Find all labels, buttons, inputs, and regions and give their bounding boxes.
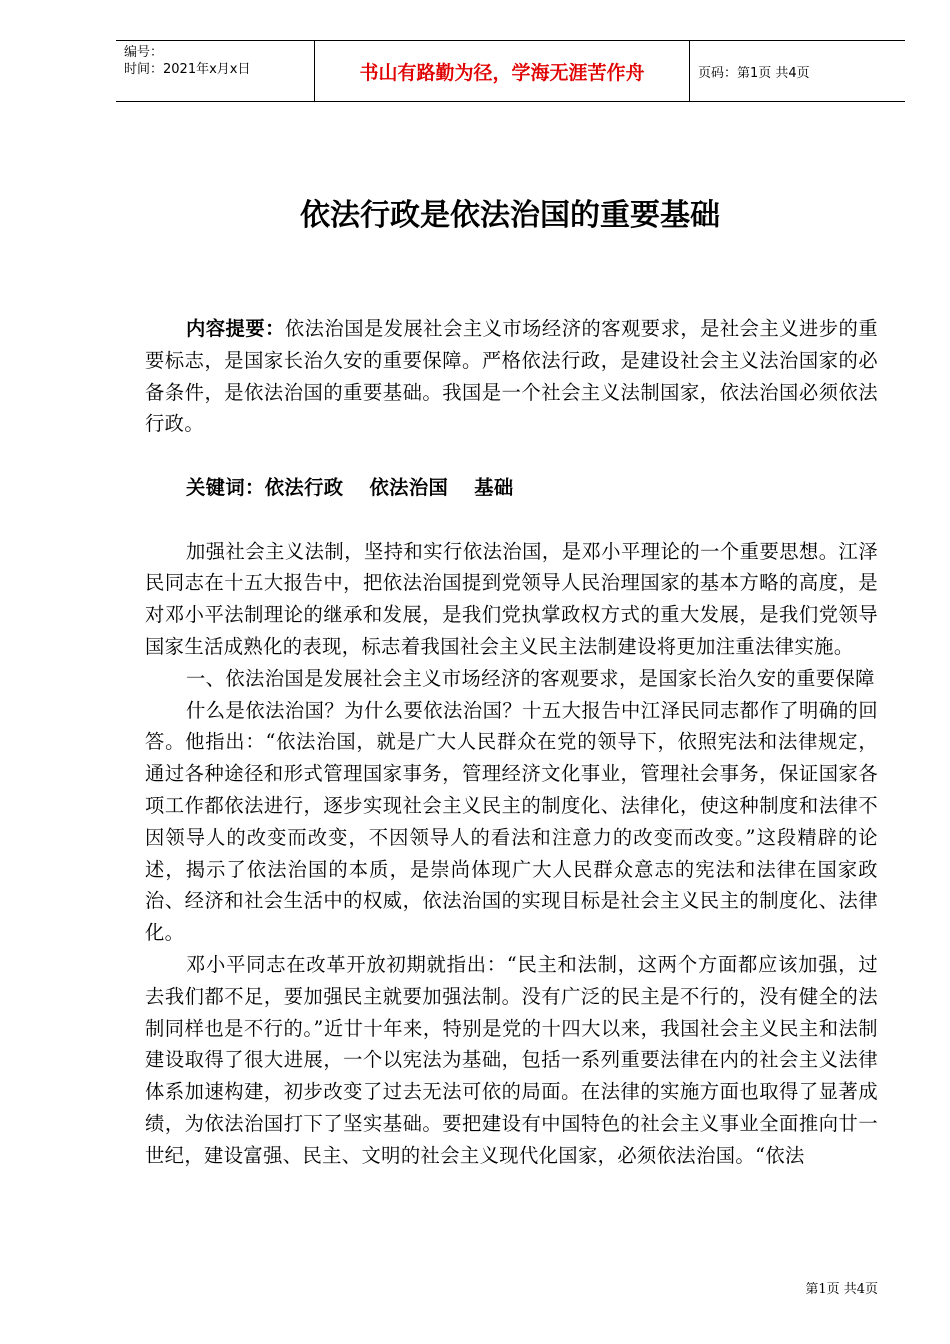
body-paragraph: 邓小平同志在改革开放初期就指出：“民主和法制，这两个方面都应该加强，过去我们都不足，要加强民主就要加强法制。没有广泛的民主是不行的，没有健全的法制同样也是不行的。”近廿十年来，特别是党的十四大以来，我国社会主义民主和法制建设取得了很大进展，一个以宪法为基础，包括一系列重要法律在内的社会主义法律体系加速构建，初步改变了过去无法可依的局面。在法律的实施方面也取得了显著成绩，为依法治国打下了坚实基础。要把建设有中国特色的社会主义事业全面推向廿一世纪，建设富强、民主、文明的社会主义现代化国家，必须依法治国。“依法 bbox=[145, 952, 878, 1167]
header-time-label: 时间：2021年x月x日 bbox=[124, 62, 251, 77]
document-body bbox=[145, 313, 878, 1172]
header-number-label: 编号： bbox=[124, 45, 164, 60]
header-meta bbox=[124, 44, 314, 78]
keywords-label: 关键词： bbox=[186, 475, 265, 499]
keyword: 基础 bbox=[474, 475, 514, 499]
header-page-info: 页码：第1页 共4页 bbox=[698, 65, 810, 81]
abstract-paragraph bbox=[145, 313, 878, 440]
body-paragraph: 加强社会主义法制，坚持和实行依法治国，是邓小平理论的一个重要思想。江泽民同志在十五大报告中，把依法治国提到党领导人民治理国家的基本方略的高度，是对邓小平法制理论的继承和发展，是我们党执掌政权方式的重大发展，是我们党领导国家生活成熟化的表现，标志着我国社会主义民主法制建设将更加注重法律实施。 bbox=[145, 539, 878, 658]
page-footer: 第1页 共4页 bbox=[805, 1282, 878, 1297]
keywords-line bbox=[145, 472, 878, 504]
document-title: 依法行政是依法治国的重要基础 bbox=[300, 198, 720, 233]
abstract-text: 依法治国是发展社会主义市场经济的客观要求，是社会主义进步的重要标志，是国家长治久安的重要保障。严格依法行政，是建设社会主义法治国家的必备条件，是依法治国的重要基础。我国是一个社会主义法制国家，依法治国必须依法行政。 bbox=[145, 317, 879, 436]
keyword: 依法治国 bbox=[369, 475, 449, 499]
document-header bbox=[116, 40, 905, 102]
section-heading: 一、依法治国是发展社会主义市场经济的客观要求，是国家长治久安的重要保障 bbox=[186, 666, 875, 690]
keyword: 依法行政 bbox=[264, 475, 344, 499]
abstract-label: 内容提要： bbox=[186, 317, 285, 340]
spacer bbox=[145, 504, 878, 536]
header-motto: 书山有路勤为径，学海无涯苦作舟 bbox=[314, 41, 690, 101]
spacer bbox=[145, 440, 878, 472]
body-paragraph: 什么是依法治国？为什么要依法治国？十五大报告中江泽民同志都作了明确的回答。他指出：“依法治国，就是广大人民群众在党的领导下，依照宪法和法律规定，通过各种途径和形式管理国家事务，管理经济文化事业，管理社会事务，保证国家各项工作都依法进行，逐步实现社会主义民主的制度化、法律化，使这种制度和法律不因领导人的改变而改变，不因领导人的看法和注意力的改变而改变。”这段精辟的论述，揭示了依法治国的本质，是崇尚体现广大人民群众意志的宪法和法律在国家政治、经济和社会生活中的权威，依法治国的实现目标是社会主义民主的制度化、法律化。 bbox=[145, 698, 878, 945]
